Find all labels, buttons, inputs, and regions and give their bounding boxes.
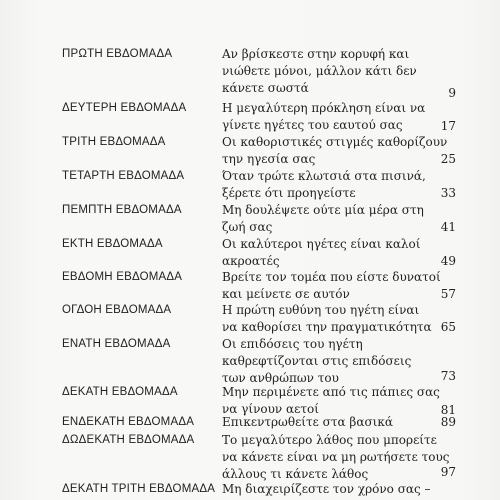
chapter-title-line: να γίνουν αετοί (222, 402, 319, 416)
week-label: ΠΡΩΤΗ ΕΒΔΟΜΑΔΑ (62, 48, 173, 60)
page-number: 73 (440, 369, 456, 383)
chapter-title (222, 384, 452, 418)
week-label: ΔΩΔΕΚΑΤΗ ΕΒΔΟΜΑΔΑ (62, 434, 195, 446)
chapter-title-line: Η μεγαλύτερη πρόκληση είναι να (222, 101, 426, 115)
chapter-title (222, 100, 452, 134)
chapter-title-line: ζωή σας (222, 220, 273, 234)
page-number: 57 (440, 287, 456, 301)
week-label: ΕΚΤΗ ΕΒΔΟΜΑΔΑ (62, 238, 163, 250)
page-number: 49 (440, 254, 456, 268)
chapter-title-line: Η πρώτη ευθύνη του ηγέτη είναι (222, 303, 420, 317)
page-number: 97 (440, 465, 456, 479)
chapter-title (222, 414, 452, 431)
chapter-title-line: Επικεντρωθείτε στα βασικά (222, 415, 393, 429)
chapter-title-line: καθρεφτίζονται στις επιδόσεις (222, 354, 412, 368)
chapter-title-line: Μη διαχειρίζεστε τον χρόνο σας – (222, 482, 431, 496)
chapter-title (222, 481, 452, 498)
chapter-title (222, 236, 452, 270)
chapter-title-line: Μη δουλέψετε ούτε μία μέρα στη (222, 203, 424, 217)
chapter-title (222, 168, 452, 202)
chapter-title-line: Όταν τρώτε κλωτσιά στα πισινά, (222, 169, 426, 183)
chapter-title-line: την ηγεσία σας (222, 152, 316, 166)
week-label: ΔΕΚΑΤΗ ΤΡΙΤΗ ΕΒΔΟΜΑΔΑ (62, 483, 216, 495)
chapter-title (222, 302, 452, 336)
chapter-title (222, 336, 452, 387)
chapter-title-line: να κάνετε είναι να μη ρωτήσετε τους (222, 450, 450, 464)
chapter-title-line: και μείνετε σε αυτόν (222, 287, 350, 301)
page-number: 65 (440, 320, 456, 334)
chapter-title-line: Μην περιμένετε από τις πάπιες σας (222, 385, 440, 399)
chapter-title (222, 134, 452, 168)
page-number: 41 (440, 220, 456, 234)
chapter-title-line: ακροατές (222, 254, 280, 268)
page-number: 89 (440, 415, 456, 429)
chapter-title-line: Οι καλύτεροι ηγέτες είναι καλοί (222, 237, 421, 251)
chapter-title-line: να καθορίσει την πραγματικότητα (222, 320, 432, 334)
page-number: 81 (440, 403, 456, 417)
chapter-title-line: ξέρετε ότι προηγείστε (222, 186, 356, 200)
chapter-title-line: Βρείτε τον τομέα που είστε δυνατοί (222, 270, 441, 284)
chapter-title (222, 46, 452, 97)
chapter-title-line: γίνετε ηγέτες του εαυτού σας (222, 118, 403, 132)
week-label: ΔΕΚΑΤΗ ΕΒΔΟΜΑΔΑ (62, 386, 178, 398)
chapter-title (222, 432, 452, 483)
week-label: ΤΡΙΤΗ ΕΒΔΟΜΑΔΑ (62, 136, 166, 148)
week-label: ΠΕΜΠΤΗ ΕΒΔΟΜΑΔΑ (62, 204, 182, 216)
week-label: ΕΝΔΕΚΑΤΗ ΕΒΔΟΜΑΔΑ (62, 416, 195, 428)
week-label: ΕΒΔΟΜΗ ΕΒΔΟΜΑΔΑ (62, 271, 183, 283)
chapter-title-line: Αν βρίσκεστε στην κορυφή και (222, 47, 410, 61)
page-number: 17 (440, 119, 456, 133)
chapter-title-line: Το μεγαλύτερο λάθος που μπορείτε (222, 433, 437, 447)
week-label: ΔΕΥΤΕΡΗ ΕΒΔΟΜΑΔΑ (62, 102, 187, 114)
chapter-title-line: των ανθρώπων του (222, 371, 339, 385)
chapter-title-line: Οι καθοριστικές στιγμές καθορίζουν (222, 135, 448, 149)
chapter-title-line: κάνετε σωστά (222, 81, 309, 95)
page-number: 33 (440, 186, 456, 200)
week-label: ΟΓΔΟΗ ΕΒΔΟΜΑΔΑ (62, 304, 172, 316)
page-number: 9 (448, 86, 456, 100)
chapter-title (222, 202, 452, 236)
chapter-title (222, 269, 452, 303)
chapter-title-line: Οι επιδόσεις του ηγέτη (222, 337, 363, 351)
week-label: ΤΕΤΑΡΤΗ ΕΒΔΟΜΑΔΑ (62, 170, 185, 182)
chapter-title-line: νιώθετε μόνοι, μάλλον κάτι δεν (222, 64, 417, 78)
week-label: ΕΝΑΤΗ ΕΒΔΟΜΑΔΑ (62, 338, 171, 350)
page-number: 25 (440, 152, 456, 166)
chapter-title-line: άλλους τι κάνετε λάθος (222, 467, 369, 481)
